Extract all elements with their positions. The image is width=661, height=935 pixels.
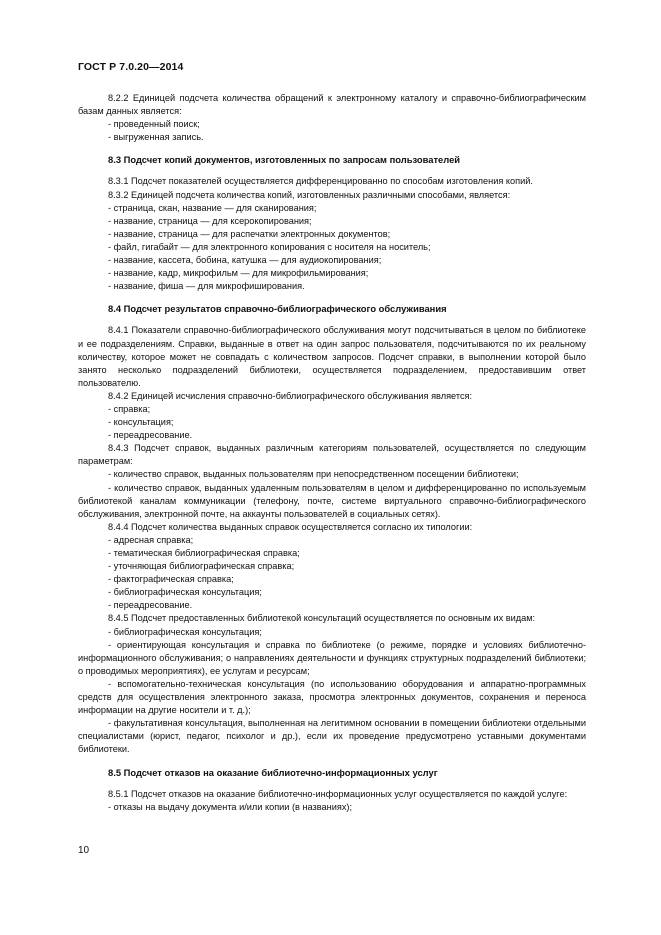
section-heading-8-5: 8.5 Подсчет отказов на оказание библиотечно-информационных услуг — [108, 766, 438, 778]
page-number: 10 — [78, 845, 90, 856]
paragraph-8-4-5: 8.4.5 Подсчет предоставленных библиотекой консультаций осуществляется по основным их видам: — [108, 613, 536, 624]
list-item: - переадресование. — [108, 600, 193, 611]
list-item: - проведенный поиск; — [108, 119, 200, 130]
paragraph-8-2-2: 8.2.2 Единицей подсчета количества обращений к электронному каталогу и справочно-библиографическим базам данных является: — [78, 93, 586, 117]
list-item: - уточняющая библиографическая справка; — [108, 561, 295, 572]
document-body — [78, 92, 586, 814]
paragraph-8-5-1: 8.5.1 Подсчет отказов на оказание библиотечно-информационных услуг осуществляется по каждой услуге: — [108, 788, 568, 799]
list-item: - количество справок, выданных пользователям при непосредственном посещении библиотеки; — [108, 469, 519, 480]
list-item: - название, кадр, микрофильм — для микрофильмирования; — [108, 268, 369, 279]
list-item: - количество справок, выданных удаленным пользователям в целом и дифференцированно по используемым библиотекой каналам коммуникации (телефону, почте, системе виртуального справочно-библиографического обслуживания, электронной почте, на аккаунты пользователей в социальных сетях). — [78, 482, 586, 519]
list-item: - ориентирующая консультация и справка по библиотеке (о режиме, порядке и условиях библиотечно-информационного обслуживания; о направлениях деятельности и функциях структурных подразделений библиотеки; о проводимых мероприятиях), ее услугам и ресурсам; — [78, 639, 586, 676]
list-item: - справка; — [108, 403, 151, 414]
paragraph-8-4-4: 8.4.4 Подсчет количества выданных справок осуществляется согласно их типологии: — [108, 521, 473, 532]
paragraph-8-4-1: 8.4.1 Показатели справочно-библиографического обслуживания могут подсчитываться в целом по библиотеке и ее подразделениям. Справки, выданные в ответ на один запрос пользователя, подсчитываются по их реальному количеству, которое может не совпадать с количеством запросов. Подсчет справки, в выполнении которой было занято несколько подразделений библиотеки, осуществляется подразделением, предоставившим ответ пользователю. — [78, 325, 586, 388]
list-item: - факультативная консультация, выполненная на легитимном основании в помещении библиотеки отдельными специалистами (юрист, педагог, психолог и др.), если их проведение предусмотрено уставными документами библиотеки. — [78, 718, 586, 755]
list-item: - название, страница — для распечатки электронных документов; — [108, 228, 391, 239]
section-heading-8-3: 8.3 Подсчет копий документов, изготовленных по запросам пользователей — [108, 154, 461, 166]
paragraph-8-4-2: 8.4.2 Единицей исчисления справочно-библиографического обслуживания является: — [108, 390, 473, 401]
list-item: - название, фиша — для микрофиширования. — [108, 281, 305, 292]
paragraph-8-4-3: 8.4.3 Подсчет справок, выданных различным категориям пользователей, осуществляется по следующим параметрам: — [78, 443, 586, 467]
list-item: - библиографическая консультация; — [108, 626, 262, 637]
paragraph-8-3-1: 8.3.1 Подсчет показателей осуществляется дифференцированно по способам изготовления копий. — [108, 176, 533, 187]
list-item: - вспомогательно-техническая консультация (по использованию оборудования и аппаратно-программных средств для осуществления электронного заказа, просмотра электронных документов, сохранения и переноса информации на другие носители и т. д.); — [78, 678, 586, 716]
list-item: - выгруженная запись. — [108, 132, 204, 143]
list-item: - консультация; — [108, 417, 174, 428]
list-item: - библиографическая консультация; — [108, 587, 262, 598]
list-item: - фактографическая справка; — [108, 574, 234, 585]
list-item: - переадресование. — [108, 430, 193, 441]
document-header: ГОСТ Р 7.0.20—2014 — [78, 61, 184, 73]
list-item: - файл, гигабайт — для электронного копирования с носителя на носитель; — [108, 241, 431, 252]
list-item: - название, страница — для ксерокопирования; — [108, 215, 312, 226]
paragraph-8-3-2: 8.3.2 Единицей подсчета количества копий, изготовленных различными способами, является: — [108, 189, 511, 200]
list-item: - адресная справка; — [108, 534, 194, 545]
list-item: - название, кассета, бобина, катушка — для аудиокопирования; — [108, 255, 382, 266]
section-heading-8-4: 8.4 Подсчет результатов справочно-библиографического обслуживания — [108, 303, 447, 315]
list-item: - отказы на выдачу документа и/или копии (в названиях); — [108, 801, 353, 812]
list-item: - тематическая библиографическая справка; — [108, 548, 300, 558]
list-item: - страница, скан, название — для сканирования; — [108, 202, 317, 213]
